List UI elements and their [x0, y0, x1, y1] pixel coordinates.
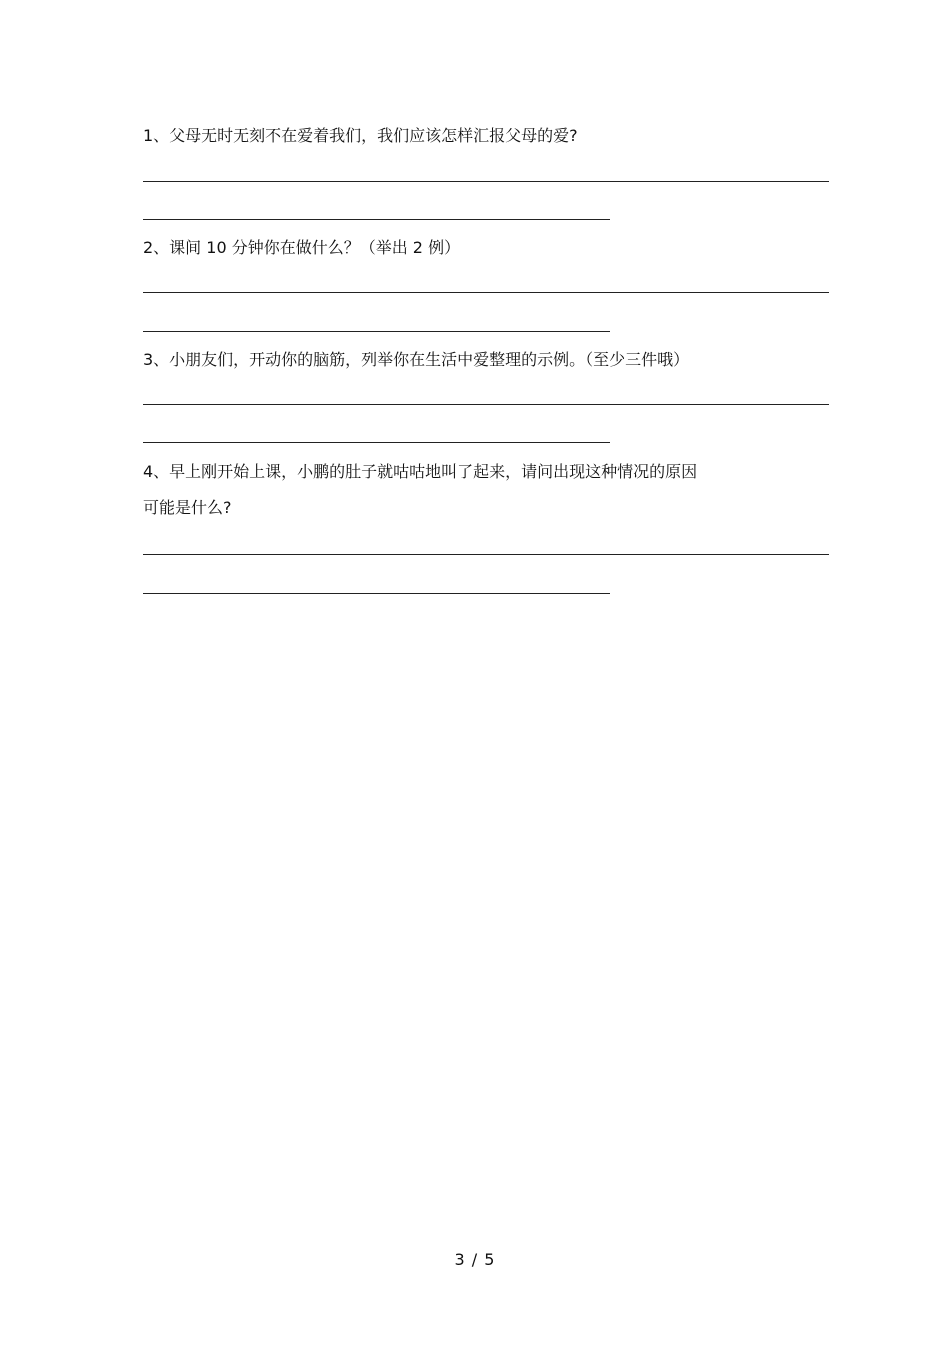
question-3-answer-line-2[interactable] — [143, 442, 610, 443]
question-2-answer-line-2[interactable] — [143, 331, 610, 332]
question-4-text: 4、早上刚开始上课，小鹏的肚子就咕咕地叫了起来，请问出现这种情况的原因 — [143, 462, 698, 481]
question-1-answer-line-1[interactable] — [143, 181, 829, 182]
page-number: 3 / 5 — [454, 1250, 496, 1269]
question-4-answer-line-1[interactable] — [143, 554, 829, 555]
question-4-answer-line-2[interactable] — [143, 593, 610, 594]
question-3-answer-line-1[interactable] — [143, 404, 829, 405]
question-2-text: 2、课间 10 分钟你在做什么？（举出 2 例） — [143, 238, 461, 257]
question-1-answer-line-2[interactable] — [143, 219, 610, 220]
question-2-answer-line-1[interactable] — [143, 292, 829, 293]
question-4-text-continuation: 可能是什么? — [143, 498, 232, 517]
question-3-text: 3、小朋友们，开动你的脑筋，列举你在生活中爱整理的示例。（至少三件哦） — [143, 350, 690, 369]
question-1-text: 1、父母无时无刻不在爱着我们，我们应该怎样汇报父母的爱? — [143, 126, 578, 145]
